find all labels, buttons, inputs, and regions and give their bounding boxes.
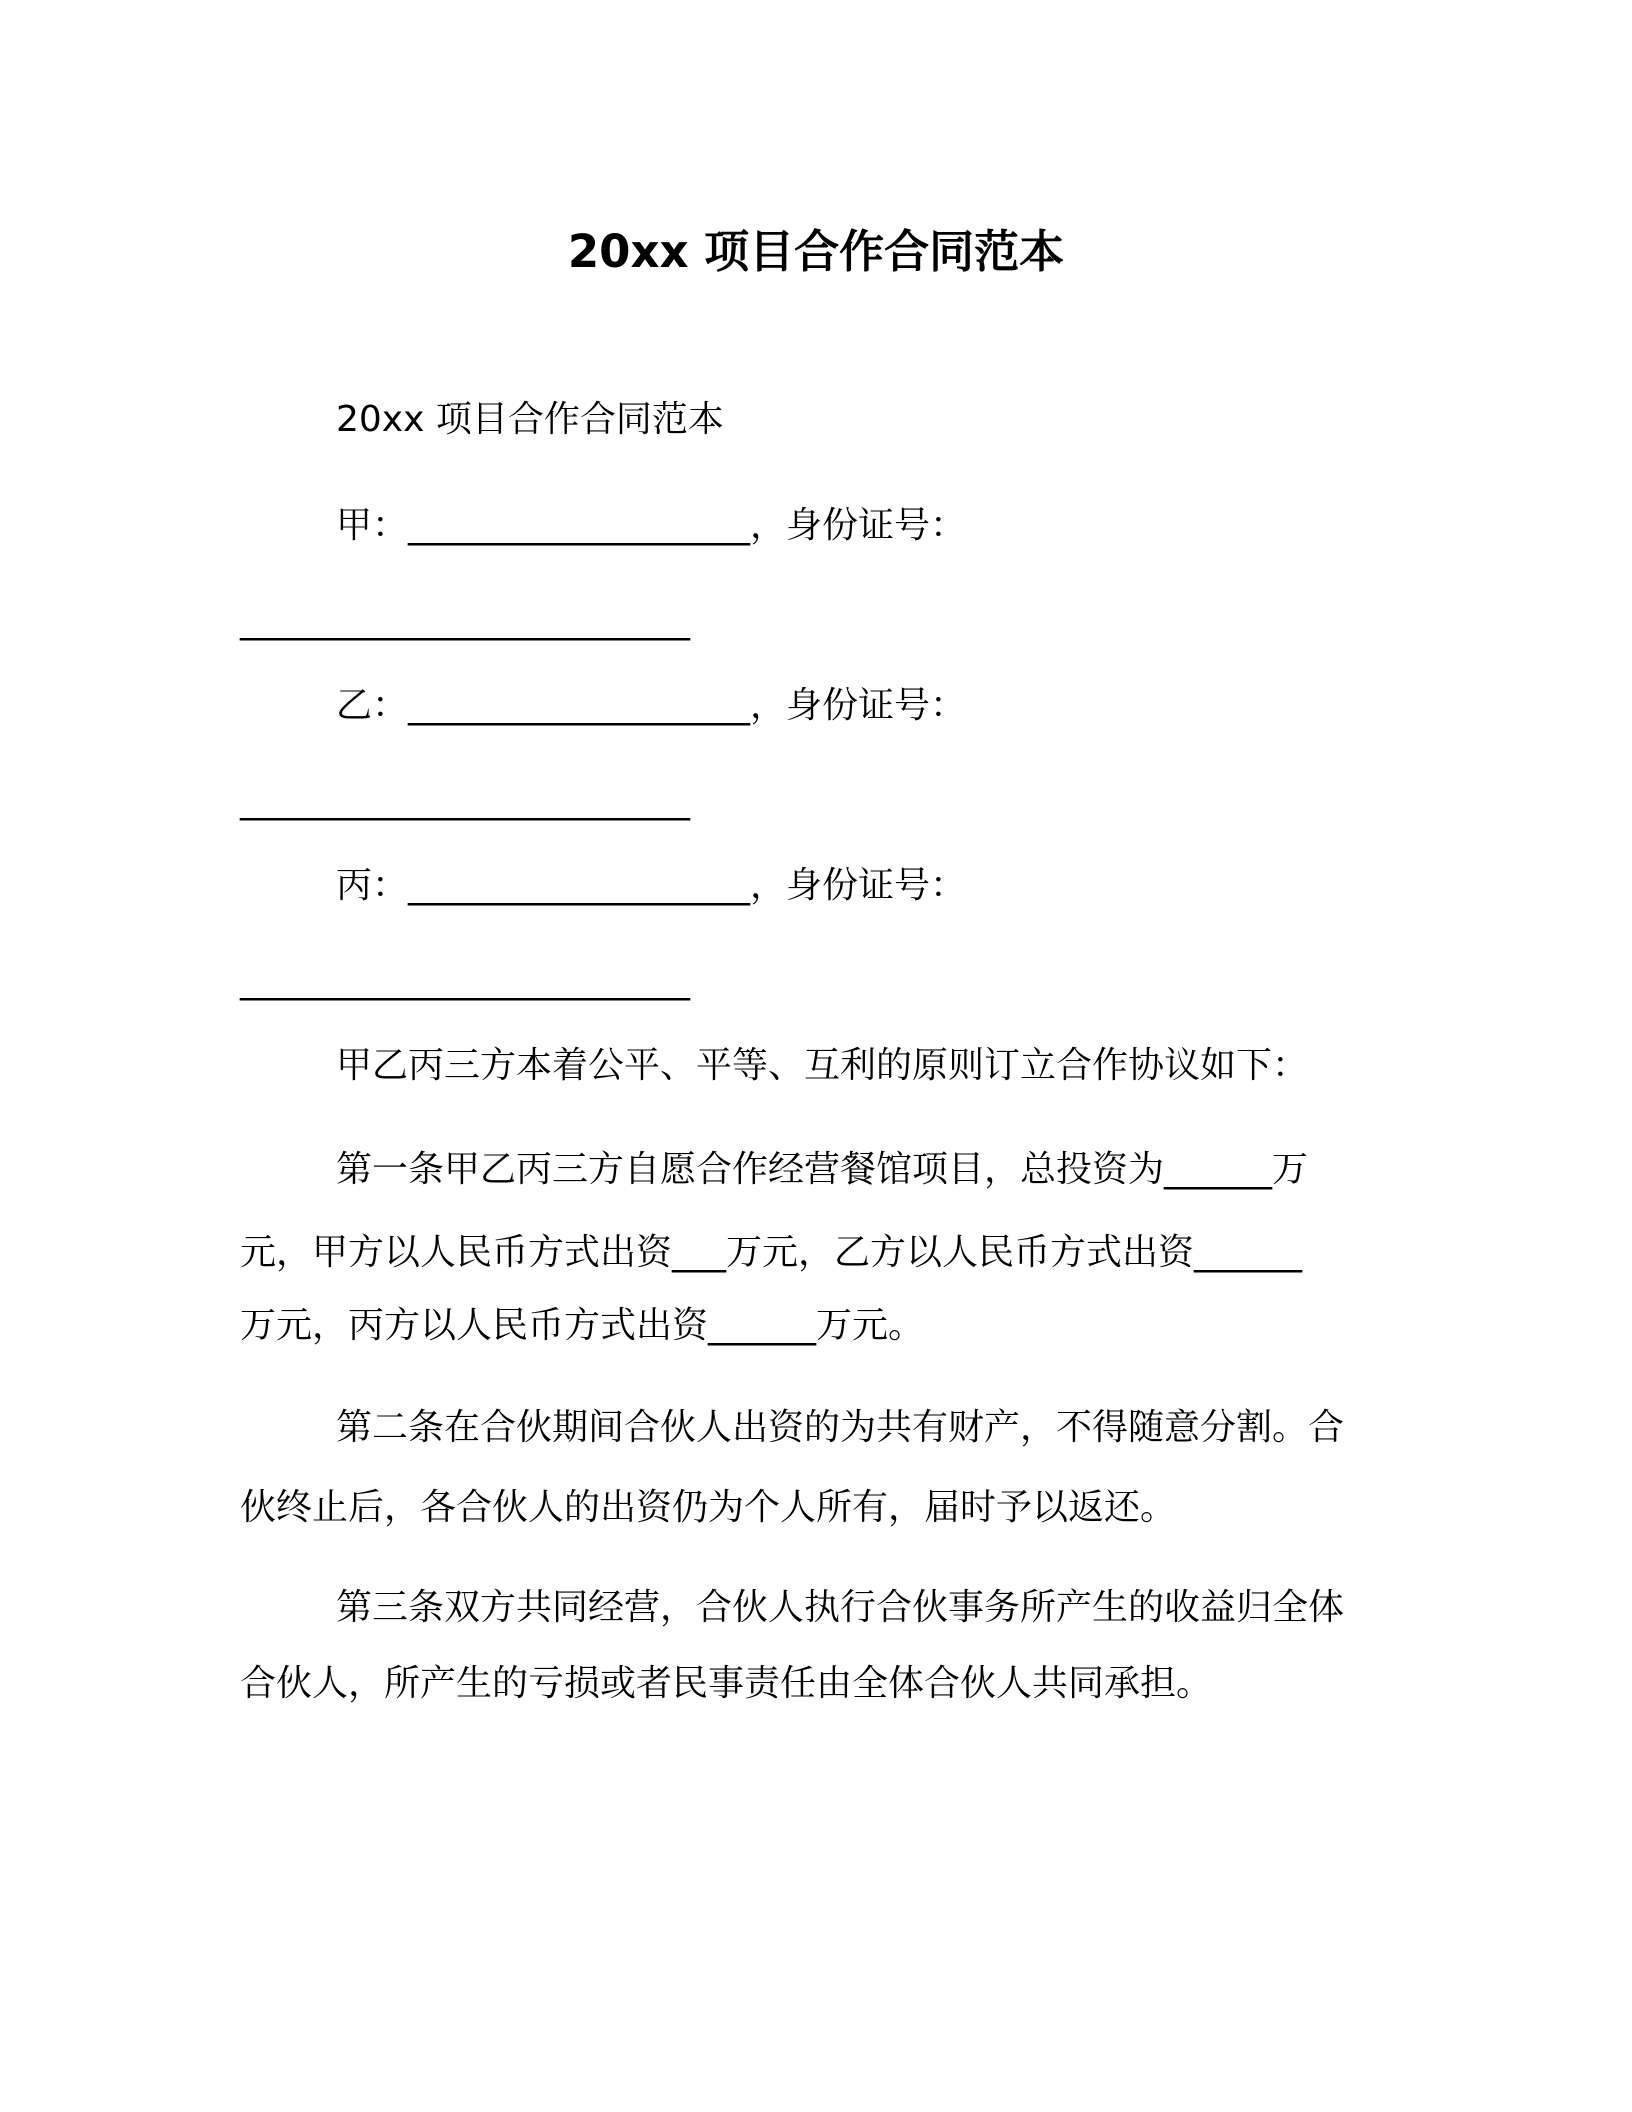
- article-1-line-3: 万元，丙方以人民币方式出资______万元。: [240, 1305, 925, 1346]
- party-b-line: 乙：___________________，身份证号：: [336, 685, 967, 726]
- party-b-id-blank: _________________________: [240, 780, 690, 821]
- article-1-line-2: 元，甲方以人民币方式出资___万元，乙方以人民币方式出资______: [240, 1232, 1303, 1273]
- party-a-line: 甲：___________________，身份证号：: [336, 505, 967, 546]
- article-2-line-2: 伙终止后，各合伙人的出资仍为个人所有，届时予以返还。: [240, 1487, 1177, 1528]
- article-1-line-1: 第一条甲乙丙三方自愿合作经营餐馆项目，总投资为______万: [336, 1149, 1309, 1190]
- subtitle-line: 20xx 项目合作合同范本: [336, 399, 724, 440]
- party-c-id-blank: _________________________: [240, 960, 690, 1001]
- party-c-line: 丙：___________________，身份证号：: [336, 865, 967, 906]
- article-3-line-1: 第三条双方共同经营，合伙人执行合伙事务所产生的收益归全体: [336, 1587, 1345, 1628]
- article-3-line-2: 合伙人，所产生的亏损或者民事责任由全体合伙人共同承担。: [240, 1663, 1213, 1704]
- agreement-intro: 甲乙丙三方本着公平、平等、互利的原则订立合作协议如下：: [336, 1045, 1309, 1086]
- party-a-id-blank: _________________________: [240, 600, 690, 641]
- document-title: 20xx 项目合作合同范本: [567, 225, 1065, 278]
- article-2-line-1: 第二条在合伙期间合伙人出资的为共有财产，不得随意分割。合: [336, 1407, 1345, 1448]
